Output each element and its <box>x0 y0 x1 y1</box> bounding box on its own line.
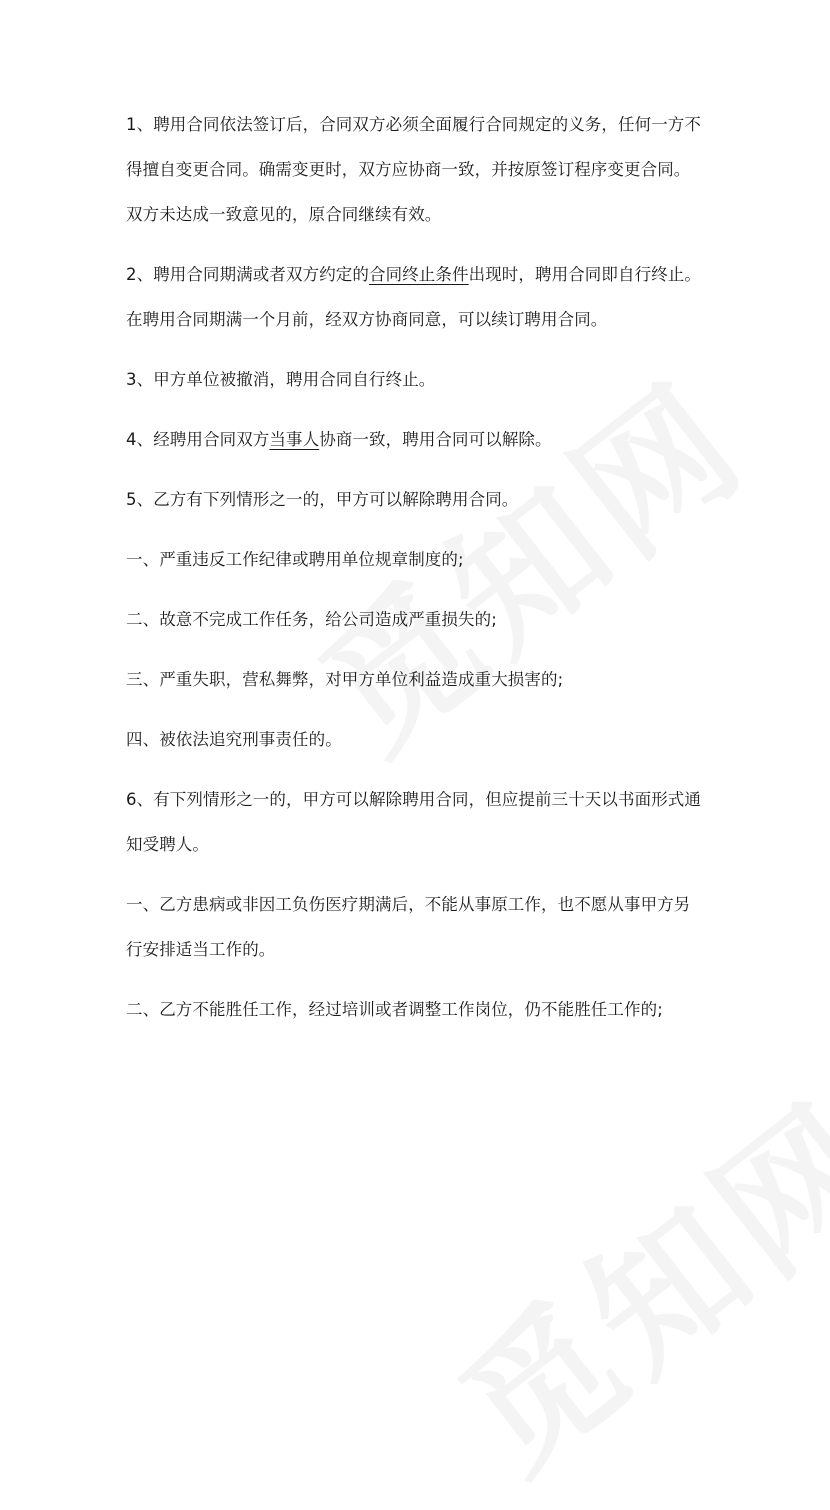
text-line: 双方未达成一致意见的，原合同继续有效。 <box>126 205 442 224</box>
text-line: 二、故意不完成工作任务，给公司造成严重损失的; <box>126 610 497 629</box>
text-line: 1、聘用合同依法签订后，合同双方必须全面履行合同规定的义务，任何一方不 <box>126 115 701 134</box>
text-line: 知受聘人。 <box>126 835 209 854</box>
paragraph-clause-6 <box>126 777 706 867</box>
text-line: 在聘用合同期满一个月前，经双方协商同意，可以续订聘用合同。 <box>126 310 608 329</box>
paragraph-item-2 <box>126 597 706 642</box>
text-line: 二、乙方不能胜任工作，经过培训或者调整工作岗位，仍不能胜任工作的; <box>126 1000 663 1019</box>
text-segment: 2、聘用合同期满或者双方约定的 <box>126 265 369 284</box>
text-line <box>126 252 706 297</box>
paragraph-clause-2 <box>126 252 706 342</box>
paragraph-item-4 <box>126 717 706 762</box>
text-line: 四、被依法追究刑事责任的。 <box>126 730 342 749</box>
text-line: 三、严重失职，营私舞弊，对甲方单位利益造成重大损害的; <box>126 670 564 689</box>
paragraph-clause-4 <box>126 417 706 462</box>
text-line <box>126 417 706 462</box>
text-segment: 4、经聘用合同双方 <box>126 430 270 449</box>
text-segment: 协商一致，聘用合同可以解除。 <box>319 430 552 449</box>
text-line: 6、有下列情形之一的，甲方可以解除聘用合同，但应提前三十天以书面形式通 <box>126 790 701 809</box>
text-line: 一、严重违反工作纪律或聘用单位规章制度的; <box>126 550 464 569</box>
paragraph-item-6-1 <box>126 882 706 972</box>
text-line: 5、乙方有下列情形之一的，甲方可以解除聘用合同。 <box>126 490 519 509</box>
watermark-text-lower <box>410 1044 830 1510</box>
text-line: 得擅自变更合同。确需变更时，双方应协商一致，并按原签订程序变更合同。 <box>126 160 691 179</box>
paragraph-clause-3 <box>126 357 706 402</box>
paragraph-clause-1 <box>126 102 706 237</box>
document-body <box>126 102 706 1047</box>
contract-termination-link[interactable]: 合同终止条件 <box>369 265 469 284</box>
text-segment: 出现时，聘用合同即自行终止。 <box>468 265 702 284</box>
party-link[interactable]: 当事人 <box>269 430 320 449</box>
text-line: 一、乙方患病或非因工负伤医疗期满后，不能从事原工作，也不愿从事甲方另 <box>126 895 691 914</box>
paragraph-item-6-2 <box>126 987 706 1032</box>
paragraph-item-3 <box>126 657 706 702</box>
text-line: 行安排适当工作的。 <box>126 940 276 959</box>
paragraph-item-1 <box>126 537 706 582</box>
paragraph-clause-5 <box>126 477 706 522</box>
text-line: 3、甲方单位被撤消，聘用合同自行终止。 <box>126 370 436 389</box>
